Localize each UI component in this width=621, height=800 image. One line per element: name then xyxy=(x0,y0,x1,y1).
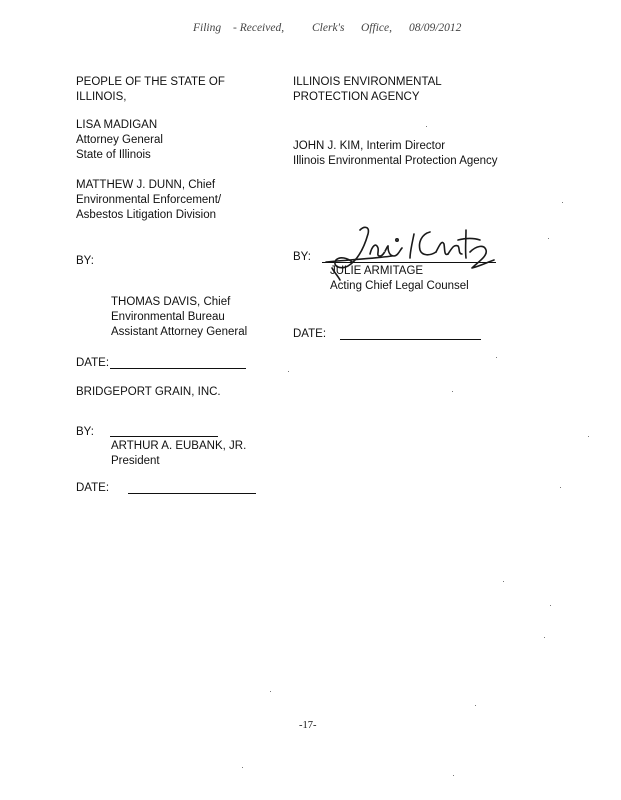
stamp-filing: Filing xyxy=(193,22,222,34)
division-chief-block: MATTHEW J. DUNN, Chief Environmental Enforcement/ Asbestos Litigation Division xyxy=(76,179,222,221)
left-party: PEOPLE OF THE STATE OF ILLINOIS, xyxy=(76,76,225,103)
company-signature-line[interactable] xyxy=(110,436,218,437)
stamp-clerks: Clerk's xyxy=(312,22,345,34)
left-signer-block: THOMAS DAVIS, Chief Environmental Bureau Assistant Attorney General xyxy=(111,296,248,338)
company-name: BRIDGEPORT GRAIN, INC. xyxy=(76,386,221,398)
right-date-line[interactable] xyxy=(340,339,481,340)
company-signer-block: ARTHUR A. EUBANK, JR. President xyxy=(111,440,247,467)
right-party: ILLINOIS ENVIRONMENTAL PROTECTION AGENCY xyxy=(293,76,442,103)
attorney-general-block: LISA MADIGAN Attorney General State of Illinois xyxy=(76,119,163,161)
stamp-office: Office, xyxy=(361,22,392,34)
stamp-date: 08/09/2012 xyxy=(409,22,462,34)
director-block: JOHN J. KIM, Interim Director Illinois Environmental Protection Agency xyxy=(293,140,498,167)
company-date-label: DATE: xyxy=(76,482,110,494)
right-by-label: BY: xyxy=(293,251,311,263)
company-date-line[interactable] xyxy=(128,493,256,494)
left-date-line[interactable] xyxy=(110,368,246,369)
company-by-label: BY: xyxy=(76,426,94,438)
right-date-label: DATE: xyxy=(293,328,327,340)
page-number: -17- xyxy=(299,720,317,731)
right-signer-block: JULIE ARMITAGE Acting Chief Legal Counsel xyxy=(330,265,469,292)
left-by-label: BY: xyxy=(76,255,94,267)
stamp-received: - Received, xyxy=(233,22,285,34)
left-date-label: DATE: xyxy=(76,357,110,369)
